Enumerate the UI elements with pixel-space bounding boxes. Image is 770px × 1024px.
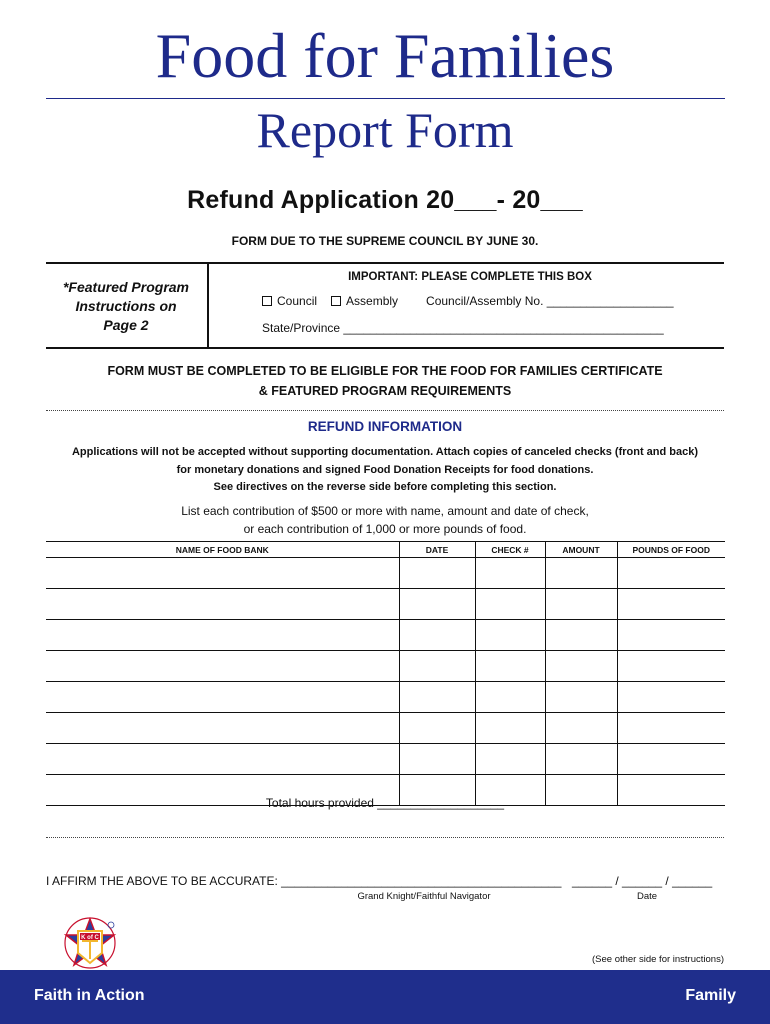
check-cell[interactable] xyxy=(475,744,545,775)
date-cell[interactable] xyxy=(399,713,475,744)
pounds-cell[interactable] xyxy=(617,589,725,620)
amount-cell[interactable] xyxy=(545,651,617,682)
title-divider xyxy=(46,98,725,99)
check-cell[interactable] xyxy=(475,682,545,713)
total-hours-field[interactable]: Total hours provided ___________________ xyxy=(265,796,505,810)
table-row xyxy=(46,620,725,651)
application-title[interactable]: Refund Application 20___- 20___ xyxy=(187,186,583,214)
food-bank-cell[interactable] xyxy=(46,651,399,682)
col-header-pounds: POUNDS OF FOOD xyxy=(617,542,725,558)
dotted-divider-bottom xyxy=(46,837,724,838)
contributions-table xyxy=(46,541,725,806)
amount-cell[interactable] xyxy=(545,682,617,713)
info-box-bottom-border xyxy=(46,347,724,349)
council-checkbox[interactable] xyxy=(262,296,272,306)
important-notice: IMPORTANT: PLEASE COMPLETE THIS BOX xyxy=(348,271,592,283)
assembly-label: Assembly xyxy=(346,294,399,308)
council-option[interactable] xyxy=(262,294,317,308)
amount-cell[interactable] xyxy=(545,558,617,589)
eligibility-line-1: FORM MUST BE COMPLETED TO BE ELIGIBLE FOR THE FOOD FOR FAMILIES CERTIFICATE xyxy=(107,364,663,378)
date-label: Date xyxy=(636,891,658,902)
featured-line-2: Instructions on xyxy=(75,298,177,314)
see-other-side-note: (See other side for instructions) xyxy=(591,954,724,965)
svg-text:K of C: K of C xyxy=(81,935,99,941)
table-row xyxy=(46,651,725,682)
docs-line-1: Applications will not be accepted without supporting documentation. Attach copies of canceled checks (front and back) xyxy=(71,446,699,458)
info-box-divider xyxy=(207,262,209,349)
date-cell[interactable] xyxy=(399,744,475,775)
form-title: Food for Families xyxy=(155,20,615,91)
pounds-cell[interactable] xyxy=(617,713,725,744)
amount-cell[interactable] xyxy=(545,713,617,744)
food-bank-cell[interactable] xyxy=(46,744,399,775)
table-body xyxy=(46,558,725,806)
info-box-top-border xyxy=(46,262,724,264)
assembly-checkbox[interactable] xyxy=(331,296,341,306)
col-header-food-bank: NAME OF FOOD BANK xyxy=(46,542,399,558)
date-cell[interactable] xyxy=(399,682,475,713)
list-line-1: List each contribution of $500 or more with name, amount and date of check, xyxy=(181,504,589,518)
col-header-date: DATE xyxy=(399,542,475,558)
pounds-cell[interactable] xyxy=(617,744,725,775)
featured-line-3: Page 2 xyxy=(103,317,149,333)
state-province-field[interactable]: State/Province ________________________________________________ xyxy=(262,321,664,335)
council-number-field[interactable]: Council/Assembly No. ___________________ xyxy=(426,294,674,308)
check-cell[interactable] xyxy=(475,620,545,651)
check-cell[interactable] xyxy=(475,713,545,744)
amount-cell[interactable] xyxy=(545,744,617,775)
docs-line-2: for monetary donations and signed Food Donation Receipts for food donations. xyxy=(176,463,594,476)
food-bank-cell[interactable] xyxy=(46,558,399,589)
check-cell[interactable] xyxy=(475,589,545,620)
pounds-cell[interactable] xyxy=(617,558,725,589)
footer-left-text: Faith in Action xyxy=(34,987,145,1004)
featured-line-1: *Featured Program xyxy=(62,279,190,295)
eligibility-line-2: & FEATURED PROGRAM REQUIREMENTS xyxy=(258,384,512,398)
dotted-divider-top xyxy=(46,410,724,411)
date-cell[interactable] xyxy=(399,558,475,589)
table-row xyxy=(46,682,725,713)
org-type-row xyxy=(262,294,674,308)
col-header-check: CHECK # xyxy=(475,542,545,558)
table-row xyxy=(46,558,725,589)
table-row xyxy=(46,744,725,775)
amount-cell[interactable] xyxy=(545,589,617,620)
food-bank-cell[interactable] xyxy=(46,589,399,620)
list-line-2: or each contribution of 1,000 or more pounds of food. xyxy=(243,522,527,536)
date-cell[interactable] xyxy=(399,589,475,620)
food-bank-cell[interactable] xyxy=(46,713,399,744)
due-date-notice: FORM DUE TO THE SUPREME COUNCIL BY JUNE 30. xyxy=(231,234,539,248)
date-cell[interactable] xyxy=(399,651,475,682)
pounds-cell[interactable] xyxy=(617,651,725,682)
footer-right-text: Family xyxy=(685,987,736,1004)
pounds-cell[interactable] xyxy=(617,682,725,713)
refund-info-heading: REFUND INFORMATION xyxy=(307,419,463,434)
food-bank-cell[interactable] xyxy=(46,620,399,651)
col-header-amount: AMOUNT xyxy=(545,542,617,558)
form-subtitle: Report Form xyxy=(256,102,514,158)
pounds-cell[interactable] xyxy=(617,620,725,651)
food-bank-cell[interactable] xyxy=(46,682,399,713)
footer-bar xyxy=(0,970,770,1024)
affirmation-date-field[interactable]: ______ / ______ / ______ xyxy=(572,874,713,888)
docs-line-3: See directives on the reverse side before completing this section. xyxy=(213,481,557,493)
documentation-notice xyxy=(0,444,770,497)
eligibility-notice xyxy=(0,361,770,401)
date-cell[interactable] xyxy=(399,620,475,651)
table-row xyxy=(46,589,725,620)
affirmation-signature-line[interactable]: I AFFIRM THE ABOVE TO BE ACCURATE: __________________________________________ xyxy=(46,874,562,888)
contribution-instructions xyxy=(0,502,770,538)
table-row xyxy=(46,713,725,744)
assembly-option[interactable] xyxy=(331,294,398,308)
check-cell[interactable] xyxy=(475,651,545,682)
featured-program-note xyxy=(46,278,206,335)
amount-cell[interactable] xyxy=(545,620,617,651)
check-cell[interactable] xyxy=(475,558,545,589)
signer-label: Grand Knight/Faithful Navigator xyxy=(357,891,491,902)
council-label: Council xyxy=(277,294,318,308)
table-header-row xyxy=(46,542,725,558)
